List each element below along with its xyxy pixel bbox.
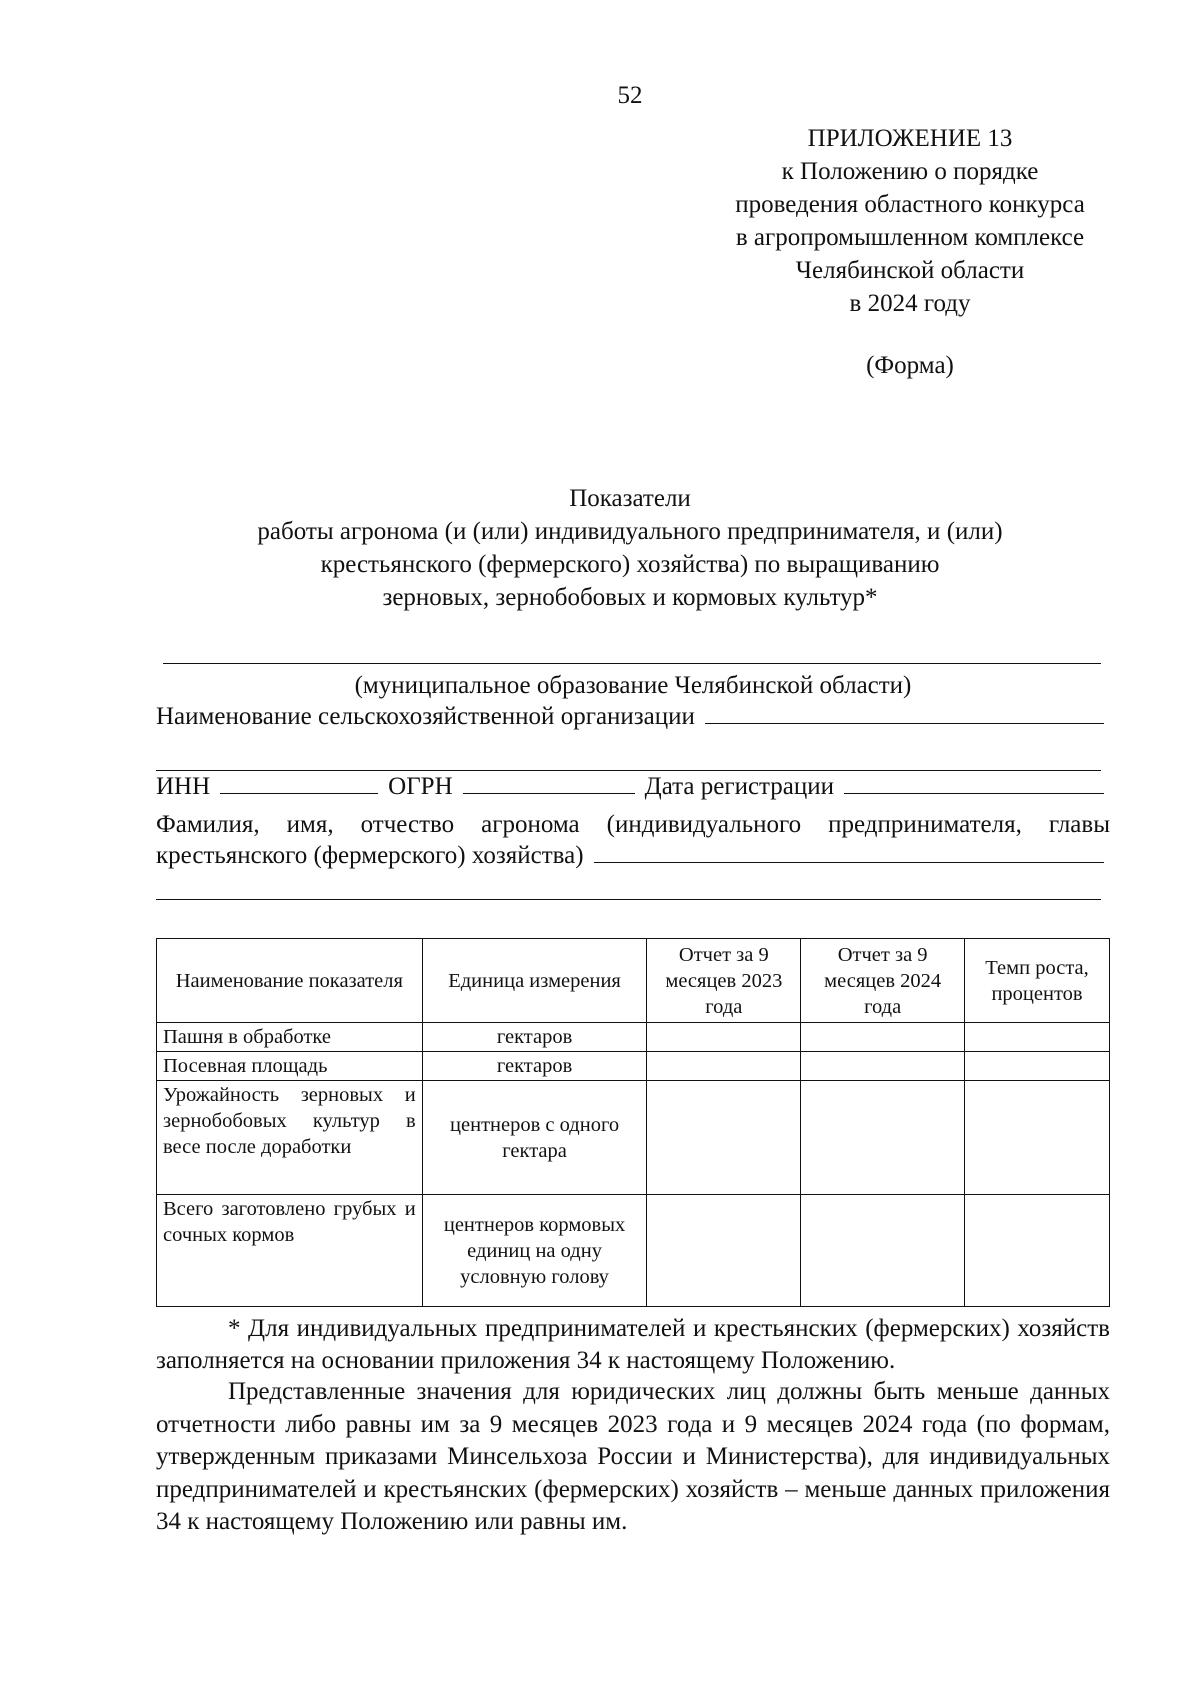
fio-row (156, 842, 1110, 870)
appendix-line: к Положению о порядке (781, 158, 1039, 185)
value-2023-cell[interactable] (647, 1195, 801, 1307)
table-row (157, 1023, 1110, 1052)
header-growth: Темп роста, процентов (965, 939, 1110, 1023)
growth-cell[interactable] (965, 1195, 1110, 1307)
indicators-table (156, 938, 1110, 1307)
fio-field[interactable] (594, 842, 1104, 863)
org-name-label: Наименование сельскохозяйственной организации (156, 703, 695, 730)
reg-date-label: Дата регистрации (644, 773, 835, 800)
title-line: крестьянского (фермерского) хозяйства) по выращиванию (320, 551, 940, 578)
appendix-line: проведения областного конкурса (735, 191, 1085, 218)
header-unit: Единица измерения (422, 939, 647, 1023)
title-line: работы агронома (и (или) индивидуального предпринимателя, и (или) (257, 518, 1003, 545)
inn-field[interactable] (220, 773, 378, 794)
ogrn-field[interactable] (463, 773, 635, 794)
appendix-line: Челябинской области (795, 257, 1025, 284)
value-2024-cell[interactable] (801, 1195, 965, 1307)
appendix-header (700, 122, 1120, 320)
value-2023-cell[interactable] (647, 1081, 801, 1195)
growth-cell[interactable] (965, 1023, 1110, 1052)
header-2023: Отчет за 9 месяцев 2023 года (647, 939, 801, 1023)
indicator-unit: гектаров (422, 1052, 647, 1081)
indicator-unit: центнеров кормовых единиц на одну условную голову (422, 1195, 647, 1307)
municipality-caption: (муниципальное образование Челябинской области) (354, 672, 912, 699)
indicator-name: Всего заготовлено грубых и сочных кормов (157, 1195, 423, 1307)
header-indicator: Наименование показателя (157, 939, 423, 1023)
reg-date-field[interactable] (844, 773, 1104, 794)
registration-row (156, 773, 1110, 801)
value-2024-cell[interactable] (801, 1023, 965, 1052)
table-row (157, 1052, 1110, 1081)
appendix-line: в агропромышленном комплексе (735, 224, 1085, 251)
org-name-row (156, 703, 1110, 731)
org-name-field-continued[interactable] (156, 770, 1101, 771)
note-paragraph: Представленные значения для юридических лиц должны быть меньше данных отчетности либо равны им за 9 месяцев 2023 года и 9 месяцев 2024 года (по формам, утвержденным приказами Минсельхоза России и Министерства), для индивидуальных предпринимателей и крестьянских (фермерских) хозяйств – меньше данных приложения 34 к настоящему Положению или равны им. (156, 1378, 1110, 1535)
header-2024: Отчет за 9 месяцев 2024 года (801, 939, 965, 1023)
value-2024-cell[interactable] (801, 1052, 965, 1081)
indicator-unit: гектаров (422, 1023, 647, 1052)
fio-field-continued[interactable] (156, 899, 1101, 900)
indicator-name: Посевная площадь (157, 1052, 423, 1081)
indicator-name: Урожайность зерновых и зернобобовых культур в весе после доработки (157, 1081, 423, 1195)
value-2023-cell[interactable] (647, 1052, 801, 1081)
indicator-unit: центнеров с одного гектара (422, 1081, 647, 1195)
fio-label: крестьянского (фермерского) хозяйства) (156, 842, 584, 869)
table-row (157, 1195, 1110, 1307)
appendix-line: в 2024 году (849, 290, 971, 317)
table-row (157, 1081, 1110, 1195)
form-label: (Форма) (866, 352, 954, 379)
inn-label: ИНН (156, 773, 211, 800)
growth-cell[interactable] (965, 1081, 1110, 1195)
title-line: зерновых, зернобобовых и кормовых культур* (382, 584, 878, 611)
table-header-row (157, 939, 1110, 1023)
page-number: 52 (617, 82, 643, 109)
municipality-field[interactable] (163, 663, 1101, 664)
title-line: Показатели (569, 485, 691, 512)
footnote: * Для индивидуальных предпринимателей и крестьянских (фермерских) хозяйств заполняется на основании приложения 34 к настоящему Положению. (156, 1315, 1110, 1374)
org-name-field[interactable] (705, 703, 1104, 724)
ogrn-label: ОГРН (388, 773, 453, 800)
indicator-name: Пашня в обработке (157, 1023, 423, 1052)
document-title (130, 482, 1130, 614)
appendix-title: ПРИЛОЖЕНИЕ 13 (807, 125, 1013, 152)
value-2024-cell[interactable] (801, 1081, 965, 1195)
growth-cell[interactable] (965, 1052, 1110, 1081)
fio-line1: Фамилия, имя, отчество агронома (индивидуального предпринимателя, главы (156, 811, 1110, 838)
value-2023-cell[interactable] (647, 1023, 801, 1052)
